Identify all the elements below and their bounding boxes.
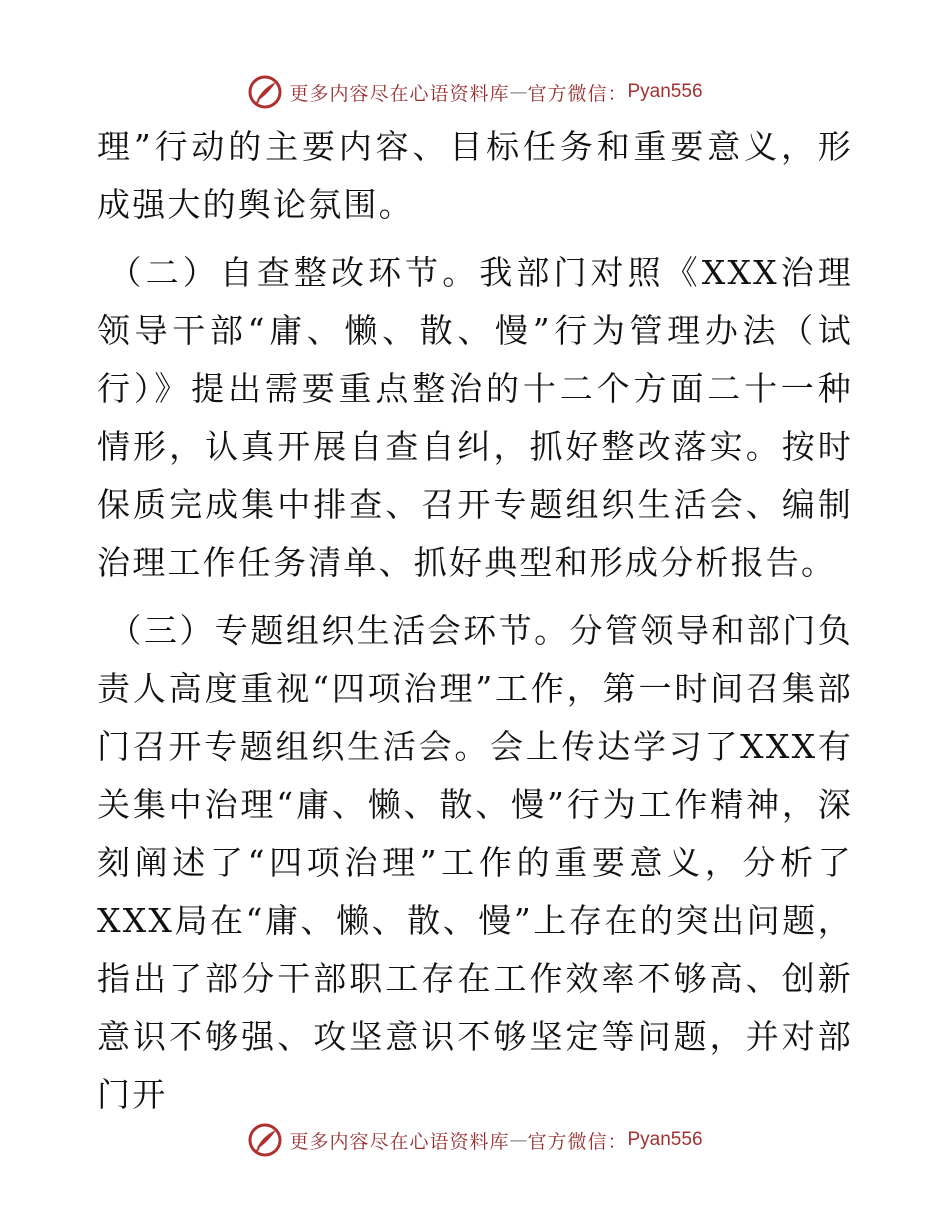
watermark-wechat-label: 官方微信： [527,1130,628,1153]
footer-watermark [0,1120,950,1160]
document-body [97,118,853,1124]
header-watermark [0,72,950,112]
feather-pen-circle-icon [247,74,283,110]
watermark-separator: — [509,81,528,103]
paragraph-self-check: （二）自查整改环节。我部门对照《XXX治理领导干部“庸、懒、散、慢”行为管理办法（试行）》提出需要重点整治的十二个方面二十一种情形，认真开展自查自纠，抓好整改落实。按时保质完成集中排查、召开专题组织生活会、编制治理工作任务清单、抓好典型和形成分析报告。 [97,253,853,582]
watermark-site-name: 更多内容尽在心语资料库 [289,82,510,105]
feather-pen-circle-icon [247,1122,283,1158]
paragraph-continuation: 理”行动的主要内容、目标任务和重要意义，形成强大的舆论氛围。 [97,127,853,224]
watermark-wechat-id: Pyan556 [627,1129,703,1150]
watermark-site-name: 更多内容尽在心语资料库 [289,1130,510,1153]
paragraph-life-meeting: （三）专题组织生活会环节。分管领导和部门负责人高度重视“四项治理”工作，第一时间召集部门召开专题组织生活会。会上传达学习了XXX有关集中治理“庸、懒、散、慢”行为工作精神，深刻阐述了“四项治理”工作的重要意义，分析了XXX局在“庸、懒、散、慢”上存在的突出问题，指出了部分干部职工存在工作效率不够高、创新意识不够强、攻坚意识不够坚定等问题，并对部门开 [97,611,853,1114]
watermark-wechat-label: 官方微信： [527,82,628,105]
watermark-wechat-id: Pyan556 [627,81,703,102]
watermark-separator: — [509,1129,528,1151]
